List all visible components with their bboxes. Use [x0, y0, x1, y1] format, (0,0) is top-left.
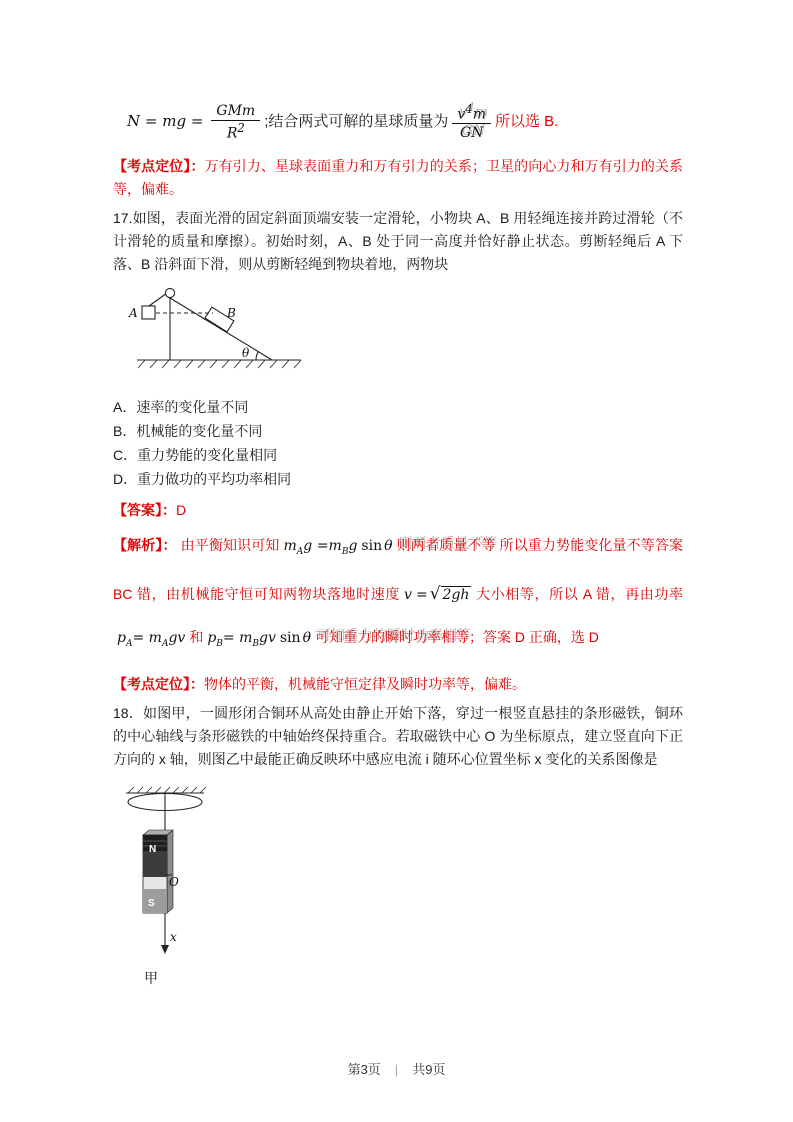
rope-to-block-a [149, 294, 166, 306]
answer-value: D [176, 502, 187, 518]
formula-conclusion: 所以选 B. [495, 113, 559, 130]
ceiling-hatching [128, 787, 206, 793]
block-a-label: A [129, 306, 138, 320]
page-number: 第3页 [347, 1062, 381, 1077]
analysis-text-2a: 则两者质量不等 [396, 537, 496, 553]
equation-landing-speed: v = √ 2gh [404, 583, 470, 604]
option-b: B．机械能的变化量不同 [113, 423, 263, 439]
ground-hatching [138, 360, 301, 368]
figure-caption: 甲 [144, 969, 158, 986]
analysis-text-4: 和 [189, 628, 204, 645]
origin-label: O [169, 874, 179, 889]
ring-magnet-diagram [118, 785, 238, 990]
q17-figure [123, 286, 683, 381]
equation-power-b: $p_B= m_Bgv$ sin θ [207, 629, 311, 649]
answer-label: 【答案】： [113, 502, 176, 518]
pulley-icon [165, 288, 174, 297]
incline-pulley-diagram [123, 286, 313, 374]
bar-magnet [143, 830, 173, 913]
page-total: 共9页 [412, 1062, 446, 1077]
exam-point-text: 物体的平衡，机械能守恒定律及瞬时功率等，偏难。 [204, 675, 526, 692]
equation-balance: $m_Ag =m_Bg$ sin θ [283, 538, 393, 557]
q17-exam-point [113, 673, 683, 696]
analysis-text-5a: 可知重力的瞬时功率相等 [315, 628, 469, 645]
analysis-text-3: 大小相等，所以 A 错，再由功率 [475, 585, 683, 602]
content-column [113, 98, 683, 997]
exam-point-text: 万有引力、星球表面重力和万有引力的关系；卫星的向心力和万有引力的关系等，偏难。 [113, 158, 684, 197]
x-axis-label: x [170, 929, 177, 944]
q16-exam-point [113, 155, 683, 201]
equation-power-a: $p_A= m_Agv$ [117, 629, 186, 649]
analysis-text-1: 由平衡知识可知 [180, 537, 280, 553]
block-a [142, 306, 155, 319]
q17-answer [113, 498, 683, 522]
footer-separator: | [394, 1062, 399, 1077]
q18-figure [118, 785, 683, 997]
angle-arc [256, 352, 258, 361]
axis-arrowhead [161, 945, 169, 954]
q17-analysis [113, 524, 683, 665]
north-pole-label: N [149, 843, 157, 855]
gravity-formula-line [123, 98, 683, 145]
incline-hypotenuse [170, 298, 272, 360]
exam-point-label: 【考点定位】： [113, 158, 205, 174]
page-footer [0, 1059, 793, 1078]
q17-options [113, 395, 683, 491]
analysis-label: 【解析】： [113, 537, 177, 553]
formula-lhs: N = mg = [127, 112, 204, 130]
exam-point-label: 【考点定位】： [113, 675, 204, 692]
fraction-gmm-r2: $\frac{\text{GMm}}{R^2}$ [211, 103, 260, 142]
option-c: C．重力势能的变化量相同 [113, 447, 278, 463]
theta-label: θ [242, 346, 250, 360]
option-a: A．速率的变化量不同 [113, 399, 249, 415]
block-b-label: B [227, 306, 236, 320]
q17-stem: 17.如图，表面光滑的固定斜面顶端安装一定滑轮，小物块 A、B 用轻绳连接并跨过滑轮（不计滑轮的质量和摩擦）。初始时刻，A、B 处于同一高度并恰好静止状态。剪断轻绳后 A 下落、B 沿斜面下滑，则从剪断轻绳到物块着地，两物块 [113, 210, 683, 272]
analysis-text-5b: ；答案 D 正确，选 D [469, 628, 599, 645]
q18-stem: 18．如图甲，一圆形闭合铜环从高处由静止开始下落，穿过一根竖直悬挂的条形磁铁，铜环的中心轴线与条形磁铁的中轴始终保持重合。若取磁铁中心 O 为坐标原点，建立竖直向下正方向的 x 轴，则图乙中最能正确反映环中感应电流 i 随环心位置坐标 x 变化的关系图像是 [113, 704, 683, 767]
formula-join-text: ;结合两式可解的星球质量为 [264, 113, 449, 130]
south-pole-label: S [148, 897, 155, 909]
fraction-v4m-gn: $\frac{v^4m}{GN}$ [452, 103, 491, 142]
option-d: D．重力做功的平均功率相同 [113, 471, 292, 487]
analysis-text-2b: 所以重力势能变化量不等答案 BC 错，由机械能守恒可知两物块落地时速度 [113, 537, 684, 602]
